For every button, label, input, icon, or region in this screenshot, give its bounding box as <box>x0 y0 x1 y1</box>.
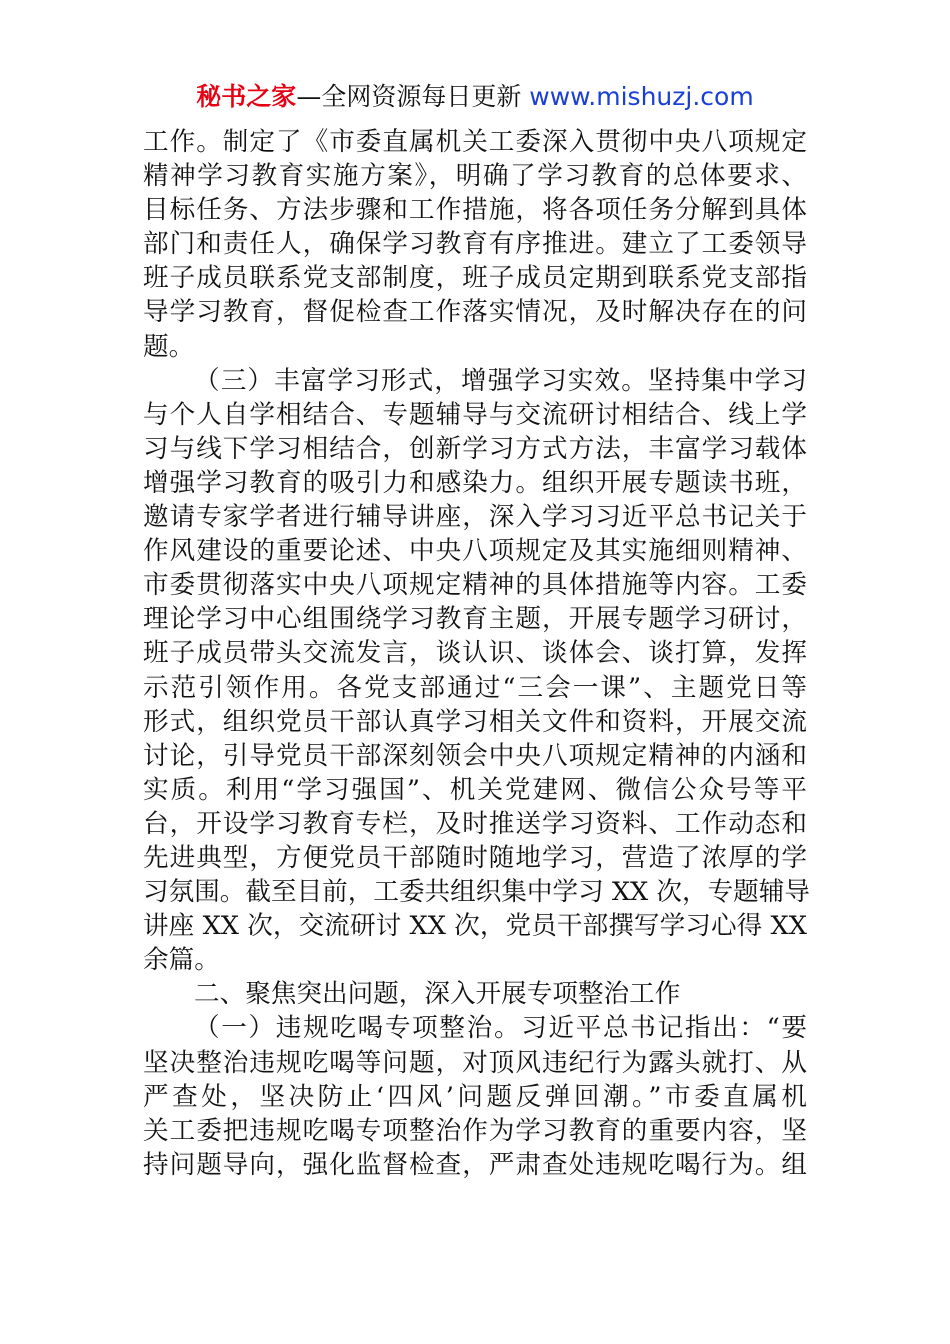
text-line: 严查处，坚决防止‘四风’问题反弹回潮。”市委直属机 <box>143 1081 807 1112</box>
text-line: 部门和责任人，确保学习教育有序推进。建立了工委领导 <box>143 229 807 260</box>
text-line: 余篇。 <box>143 945 220 976</box>
text-line: 与个人自学相结合、专题辅导与交流研讨相结合、线上学 <box>143 399 807 430</box>
section-heading-1: （一）违规吃喝专项整治。习近平总书记指出：“要 <box>194 1013 807 1044</box>
document-body <box>143 125 810 1182</box>
text-line: 先进典型，方便党员干部随时随地学习，营造了浓厚的学 <box>143 842 807 873</box>
section-heading-2: 二、聚焦突出问题，深入开展专项整治工作 <box>194 979 681 1010</box>
text-line: 持问题导向，强化监督检查，严肃查处违规吃喝行为。组 <box>143 1149 807 1180</box>
text-line: 台，开设学习教育专栏，及时推送学习资料、工作动态和 <box>143 808 807 839</box>
text-line: 实质。利用“学习强国”、机关党建网、微信公众号等平 <box>143 774 807 805</box>
text-line: 班子成员联系党支部制度，班子成员定期到联系党支部指 <box>143 263 807 294</box>
text-line: 习氛围。截至目前，工委共组织集中学习 XX 次，专题辅导 <box>143 877 810 908</box>
header-url-link[interactable]: www.mishuzj.com <box>529 82 754 111</box>
text-line: 题。 <box>143 331 195 362</box>
text-line: 作风建设的重要论述、中央八项规定及其实施细则精神、 <box>143 536 807 567</box>
text-line: 邀请专家学者进行辅导讲座，深入学习习近平总书记关于 <box>143 502 807 533</box>
header-brand: 秘书之家 <box>196 82 297 111</box>
text-line: 班子成员带头交流发言，谈认识、谈体会、谈打算，发挥 <box>143 638 807 669</box>
text-line: 示范引领作用。各党支部通过“三会一课”、主题党日等 <box>143 672 807 703</box>
section-heading-3: （三）丰富学习形式，增强学习实效。坚持集中学习 <box>194 365 807 396</box>
text-line: 增强学习教育的吸引力和感染力。组织开展专题读书班， <box>143 467 807 498</box>
text-line: 工作。制定了《市委直属机关工委深入贯彻中央八项规定 <box>143 127 807 157</box>
text-line: 讲座 XX 次，交流研讨 XX 次，党员干部撰写学习心得 XX <box>143 911 807 942</box>
header-tagline: —全网资源每日更新 <box>296 82 530 111</box>
text-line: 理论学习中心组围绕学习教育主题，开展专题学习研讨， <box>143 604 807 635</box>
text-line: 目标任务、方法步骤和工作措施，将各项任务分解到具体 <box>143 195 807 226</box>
page-header <box>0 80 950 114</box>
text-line: 关工委把违规吃喝专项整治作为学习教育的重要内容，坚 <box>143 1115 807 1146</box>
text-line: 讨论，引导党员干部深刻领会中央八项规定精神的内涵和 <box>143 740 807 771</box>
text-line: 坚决整治违规吃喝等问题，对顶风违纪行为露头就打、从 <box>143 1047 807 1078</box>
text-line: 习与线下学习相结合，创新学习方式方法，丰富学习载体 <box>143 433 807 464</box>
text-line: 导学习教育，督促检查工作落实情况，及时解决存在的问 <box>143 297 807 328</box>
text-line: 形式，组织党员干部认真学习相关文件和资料，开展交流 <box>143 706 807 737</box>
text-line: 市委贯彻落实中央八项规定精神的具体措施等内容。工委 <box>143 570 807 601</box>
text-line: 精神学习教育实施方案》，明确了学习教育的总体要求、 <box>143 161 807 192</box>
